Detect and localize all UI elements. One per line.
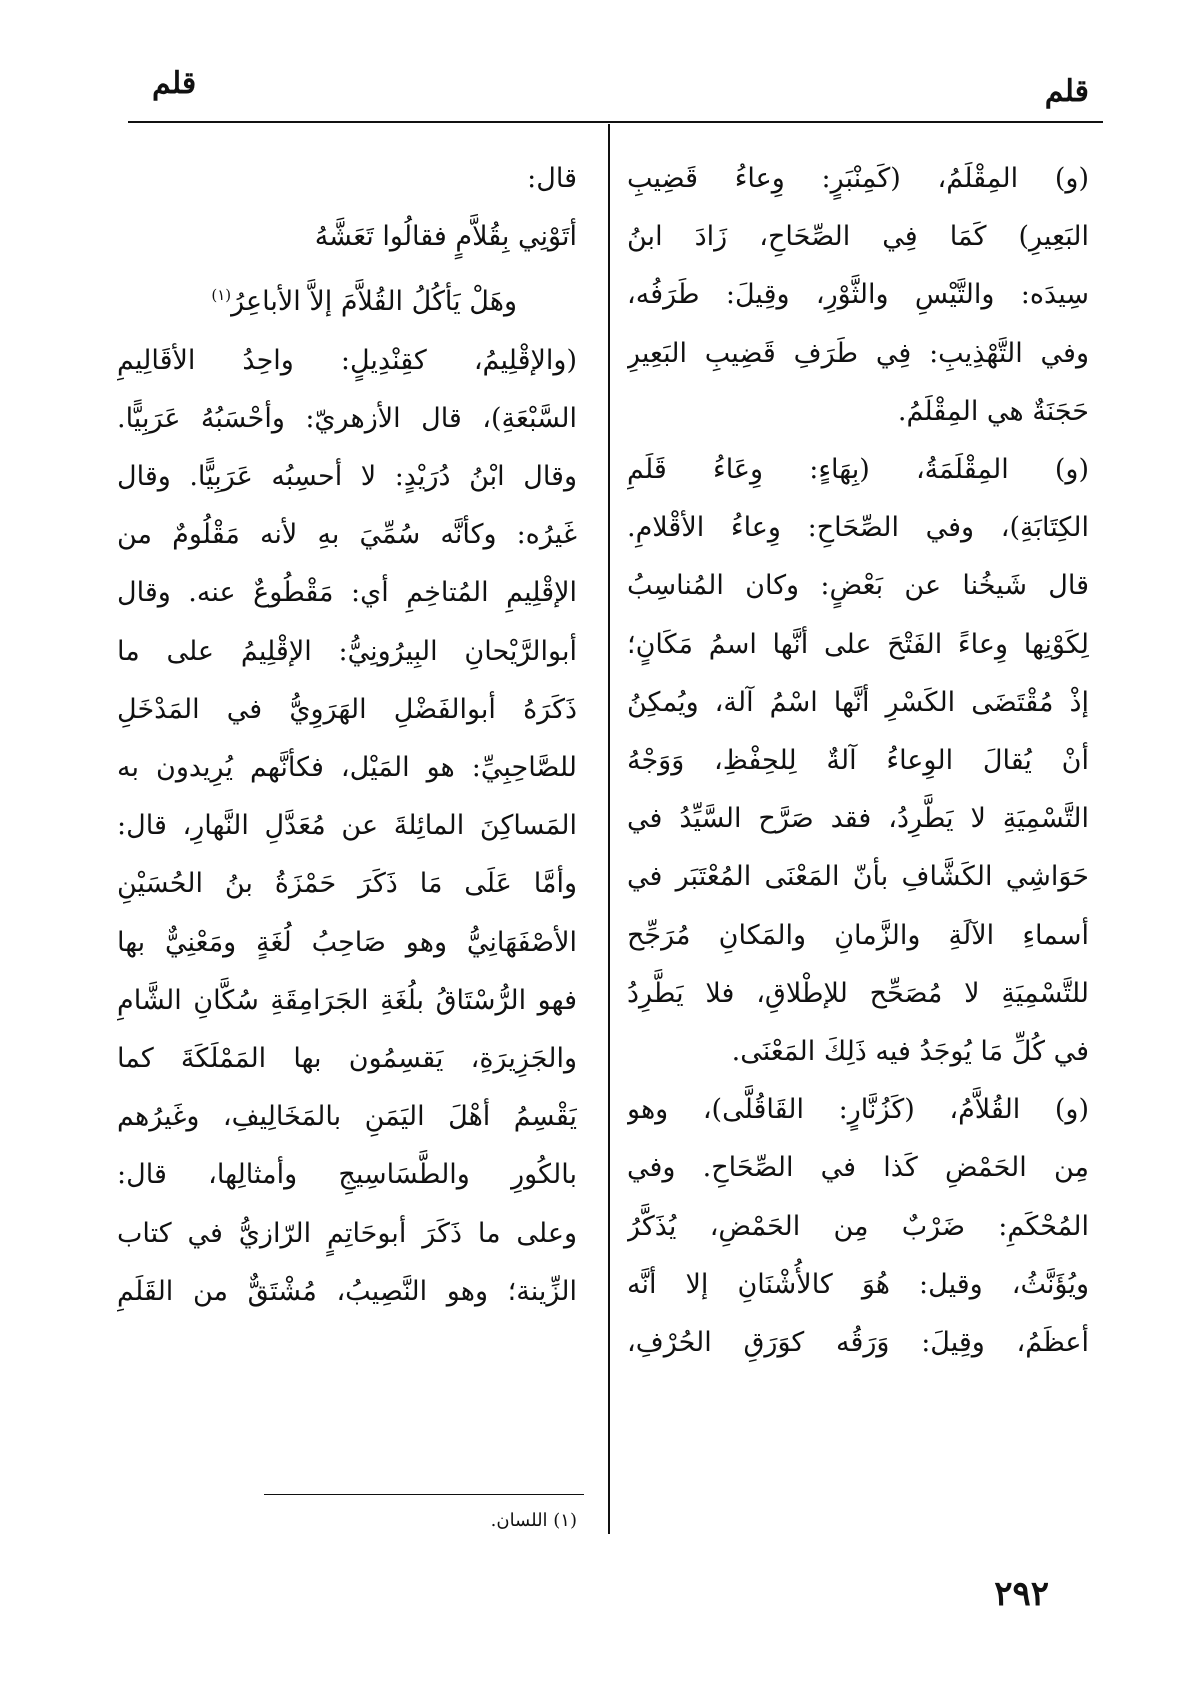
text-line: الكِتَابَةِ)، وفي الصِّحَاحِ: وِعاءُ الأقْلامِ. [627,512,1089,544]
text-line: حَجَنَةٌ هي المِقْلَمُ. [897,395,1089,427]
text-line: قال شَيخُنا عن بَعْضٍ: وكان المُناسِبُ [627,570,1089,602]
text-line: فهو الرُّسْتَاقُ بلُغَةِ الجَرَامِقَةِ سُكَّانِ الشَّامِ [117,984,577,1016]
text-line: حَوَاشِي الكَشَّافِ بأنّ المَعْنَى المُعْتَبَر في [627,861,1089,893]
header-rule [128,121,1103,123]
text-line: (و) المِقْلَمُ، (كَمِنْبَرٍ: وِعاءُ قَضِيبِ [627,163,1089,194]
text-line: في كُلِّ مَا يُوجَدُ فيه ذَلِكَ المَعْنَى. [731,1036,1089,1068]
text-line: قال: [527,163,577,194]
text-line: إذْ مُقْتَضَى الكَسْرِ أنَّها اسْمُ آلة، ويُمكِنُ [627,686,1089,718]
text-line: (و) المِقْلَمَةُ، (بِهَاءٍ: وِعَاءُ قَلَمِ [627,454,1089,486]
text-line: الأصْفَهَانِيُّ وهو صَاحِبُ لُغَةٍ ومَعْنِيٌّ بها [117,926,577,958]
text-line: لِكَوْنِها وِعاءً الفَتْحَ على أنَّها اسمُ مَكَانٍ؛ [627,628,1089,660]
text-line: أعظَمُ، وقِيلَ: وَرَقُه كوَرَقِ الحُرْفِ، [627,1327,1089,1359]
verse-line [117,266,577,331]
right-column [627,150,1089,1372]
text-line: سِيدَه: والتَّيْسِ والثَّوْرِ، وقِيلَ: طَرَفُه، [627,279,1089,311]
column-divider [608,124,610,1534]
text-line: وقال ابْنُ دُرَيْدٍ: لا أحسِبُه عَرَبِيًّا. وقال [117,461,577,493]
left-column [117,150,577,1321]
text-line: وأمَّا عَلَى مَا ذَكَرَ حَمْزَةُ بنُ الحُسَيْنِ [117,868,577,900]
text-line: بالكُورِ والطَّسَاسِيجِ وأمثالِها، قال: [117,1159,577,1191]
text-line: السَّبْعَةِ)، قال الأزهريّ: وأحْسَبُهُ عَرَبِيًّا. [117,402,577,434]
running-head-right: قلم [1044,74,1089,109]
text-line: للصَّاحِبِيِّ: هو المَيْل، فكأنَّهم يُرِيدون به [117,752,577,784]
text-line: غَيرُه: وكأنَّه سُمِّيَ بهِ لأنه مَقْلُومٌ من [117,519,577,551]
footnote: (١) اللسان. [490,1510,577,1531]
verse-text: وهَلْ يَأكُلُ القُلاَّمَ إلاَّ الأباعِرُ [231,286,517,318]
verse-line: أتَوْنِي بِقُلاَّمٍ فقالُوا تَعَشَّهُ [314,221,577,253]
footnote-mark: (١) [211,286,232,305]
text-line: ذَكَرَهُ أبوالفَضْلِ الهَرَوِيُّ في المَدْخَلِ [117,693,577,725]
page-number: ٢٩٢ [994,1574,1049,1614]
text-line: وعلى ما ذَكَرَ أبوحَاتِمٍ الرّازيُّ في كتاب [117,1217,577,1249]
text-line: (و) القُلاَّمُ، (كَزُنَّارٍ: القَاقُلَّى)، وهو [627,1094,1089,1126]
text-line: للتَّسْمِيَةِ لا مُصَحِّح للإطْلاقِ، فلا يَطَّرِدُ [627,977,1089,1009]
text-line: المَساكِنَ المائِلةَ عن مُعَدَّلِ النَّهارِ، قال: [117,810,577,842]
text-line: التَّسْمِيَةِ لا يَطَّرِدُ، فقد صَرَّح السَّيِّدُ في [627,803,1089,835]
text-line: (والإقْلِيمُ، كقِنْدِيلٍ: واحِدُ الأقَالِيمِ [117,344,577,376]
footnote-rule [264,1494,584,1495]
text-line: وفي التَّهْذِيبِ: فِي طَرَفِ قَضِيبِ البَعِيرِ [627,337,1089,369]
text-line: أبوالرَّيْحانِ البِيرُونِيُّ: الإقْلِيمُ على ما [117,635,577,667]
text-line: يَقْسِمُ أهْلَ اليَمَنِ بالمَخَالِيفِ، وغَيرُهم [117,1101,577,1133]
text-line: الزِّينة؛ وهو النَّصِيبُ، مُشْتَقٌّ من القَلَمِ [117,1275,577,1307]
running-head-left: قلم [152,66,197,101]
text-line: الإقْلِيمِ المُتاخِمِ أي: مَقْطُوعٌ عنه. وقال [117,577,577,609]
text-line: مِن الحَمْضِ كَذا في الصِّحَاحِ. وفي [627,1152,1089,1184]
text-line: ويُؤَنَّثُ، وقيل: هُوَ كالأُشْنَانِ إلا أنَّه [627,1268,1089,1300]
text-line: أسماءِ الآلَةِ والزَّمانِ والمَكانِ مُرَجِّح [627,919,1089,951]
text-line: البَعِيرِ) كَمَا فِي الصِّحَاحِ، زَادَ ابنُ [627,221,1089,253]
text-line: أنْ يُقالَ الوِعاءُ آلةٌ لِلحِفْظِ، وَوَجْهُ [627,745,1089,777]
text-line: المُحْكَمِ: ضَرْبٌ مِن الحَمْضِ، يُذَكَّرُ [627,1210,1089,1242]
text-line: والجَزِيرَةِ، يَقسِمُون بها المَمْلَكَةَ كما [117,1043,577,1075]
